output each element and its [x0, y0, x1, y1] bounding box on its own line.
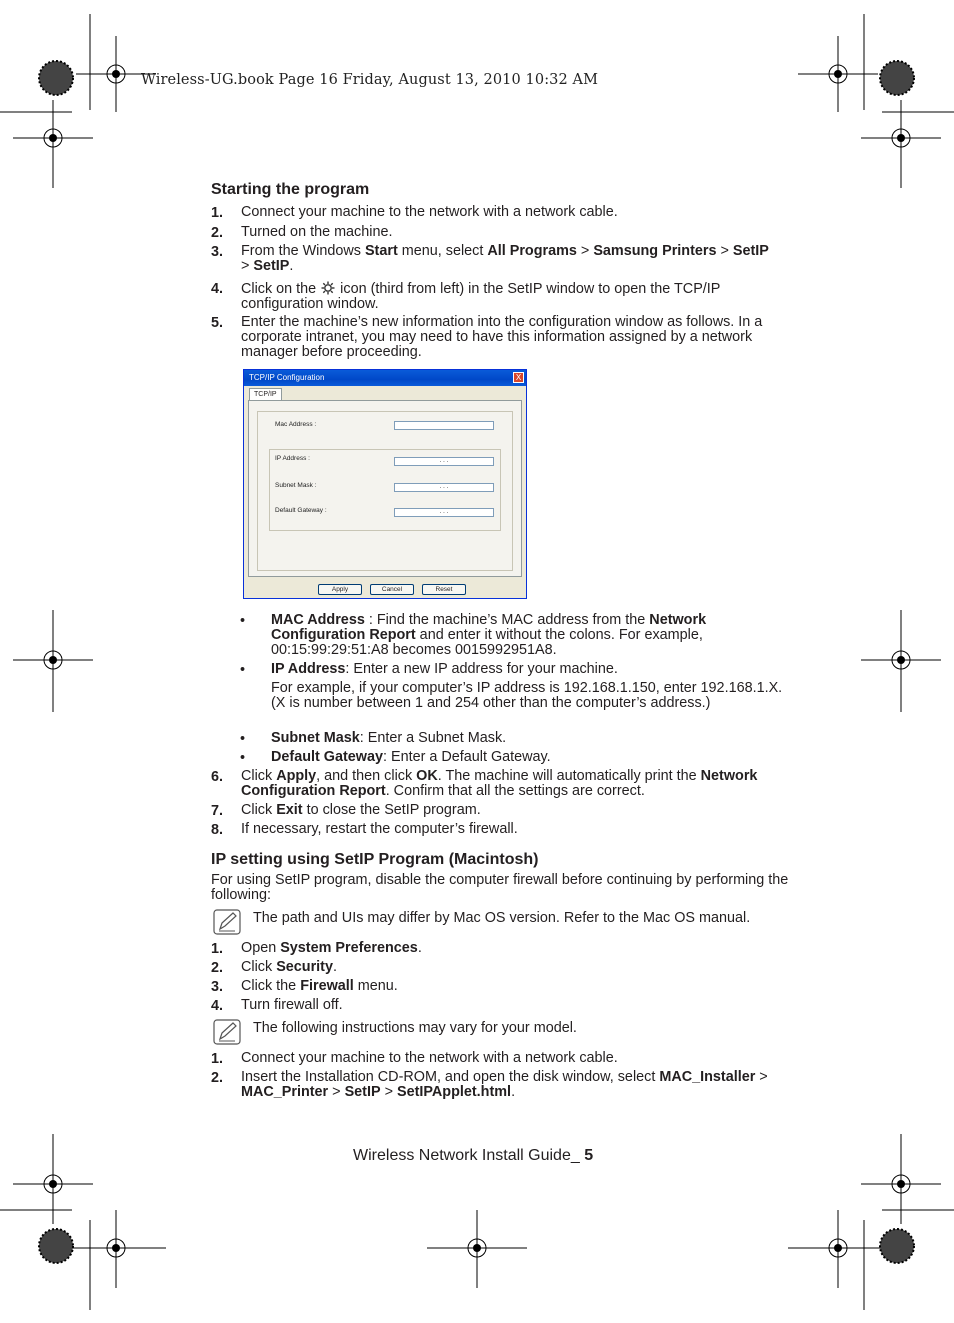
- step-number: 1.: [211, 1051, 224, 1067]
- bullet-mark: •: [240, 662, 246, 678]
- step-text: Click on the icon (third from left) in the SetIP window to open the TCP/IP configuration window.: [241, 281, 721, 312]
- step-number: 2.: [211, 1070, 224, 1086]
- default-gateway-label: Default Gateway :: [275, 507, 327, 514]
- step-text: Open System Preferences.: [241, 940, 422, 956]
- note-pencil-icon: [213, 909, 241, 935]
- step-number: 3.: [211, 979, 224, 995]
- dialog-title: TCP/IP Configuration: [249, 373, 325, 382]
- reset-button[interactable]: Reset: [422, 584, 466, 595]
- ip-address-label: IP Address :: [275, 455, 310, 462]
- bullet-mark: •: [240, 750, 246, 766]
- tcpip-config-dialog: [243, 369, 527, 599]
- step-text: Click the Firewall menu.: [241, 978, 398, 994]
- apply-button[interactable]: Apply: [318, 584, 362, 595]
- step-number: 3.: [211, 244, 224, 260]
- cancel-button[interactable]: Cancel: [370, 584, 414, 595]
- tab-panel: [248, 400, 522, 577]
- bullet-default-gateway: Default Gateway: Enter a Default Gateway.: [271, 749, 551, 765]
- dialog-titlebar: [244, 370, 526, 386]
- subnet-mask-field[interactable]: . . .: [394, 483, 494, 492]
- subnet-mask-label: Subnet Mask :: [275, 482, 317, 489]
- tab-tcpip[interactable]: TCP/IP: [249, 388, 282, 401]
- step-text: From the Windows Start menu, select All Programs > Samsung Printers > SetIP > SetIP.: [241, 243, 769, 274]
- step-number: 2.: [211, 960, 224, 976]
- step-number: 1.: [211, 941, 224, 957]
- step-number: 4.: [211, 281, 224, 297]
- mac-address-label: Mac Address :: [275, 421, 317, 428]
- step-number: 8.: [211, 822, 224, 838]
- bullet-mark: •: [240, 613, 246, 629]
- step-text: Click Security.: [241, 959, 337, 975]
- section-title-macintosh: IP setting using SetIP Program (Macintosh): [211, 851, 539, 868]
- bullet-mac-address: MAC Address : Find the machine’s MAC address from the Network Configuration Report and enter it without the colons. For example, 00:15:99:29:51:A8 becomes 0015992951A8.: [271, 612, 707, 658]
- step-text: Turned on the machine.: [241, 224, 393, 240]
- page-footer: [353, 1147, 593, 1165]
- bullet-ip-example: For example, if your computer’s IP address is 192.168.1.150, enter 192.168.1.X. (X is number between 1 and 254 other than the computer’s address.): [271, 680, 783, 711]
- step-number: 1.: [211, 205, 224, 221]
- bullet-ip-address: IP Address: Enter a new IP address for your machine.: [271, 661, 618, 677]
- step-text: Enter the machine’s new information into the configuration window as follows. In a corporate intranet, you may need to have this information assigned by a network manager before proceeding.: [241, 314, 763, 360]
- note-text: The path and UIs may differ by Mac OS version. Refer to the Mac OS manual.: [253, 910, 751, 926]
- step-text: Turn firewall off.: [241, 997, 343, 1013]
- step-text: Click Apply, and then click OK. The machine will automatically print the Network Configuration Report. Confirm that all the settings are correct.: [241, 768, 758, 799]
- mac-address-field[interactable]: [394, 421, 494, 430]
- ip-address-field[interactable]: . . .: [394, 457, 494, 466]
- step-number: 2.: [211, 225, 224, 241]
- default-gateway-field[interactable]: . . .: [394, 508, 494, 517]
- step-text: If necessary, restart the computer’s firewall.: [241, 821, 518, 837]
- note-pencil-icon: [213, 1019, 241, 1045]
- step-number: 5.: [211, 315, 224, 331]
- close-icon[interactable]: X: [513, 372, 524, 383]
- step-number: 4.: [211, 998, 224, 1014]
- footer-title: Wireless Network Install Guide_: [353, 1147, 585, 1164]
- bullet-mark: •: [240, 731, 246, 747]
- step-text: Connect your machine to the network with a network cable.: [241, 204, 618, 220]
- section-title-starting: Starting the program: [211, 181, 370, 198]
- tcp-ip-settings-icon: [320, 281, 336, 295]
- step-number: 7.: [211, 803, 224, 819]
- book-slug: Wireless-UG.book Page 16 Friday, August 13, 2010 10:32 AM: [141, 72, 599, 88]
- section-intro: For using SetIP program, disable the computer firewall before continuing by performing the following:: [211, 872, 789, 903]
- step-text: Connect your machine to the network with a network cable.: [241, 1050, 618, 1066]
- bullet-subnet-mask: Subnet Mask: Enter a Subnet Mask.: [271, 730, 507, 746]
- step-number: 6.: [211, 769, 224, 785]
- page-number: 5: [584, 1147, 594, 1164]
- step-text: Insert the Installation CD-ROM, and open the disk window, select MAC_Installer > MAC_Printer > SetIP > SetIPApplet.html.: [241, 1069, 768, 1100]
- note-text: The following instructions may vary for your model.: [253, 1020, 577, 1036]
- step-text: Click Exit to close the SetIP program.: [241, 802, 481, 818]
